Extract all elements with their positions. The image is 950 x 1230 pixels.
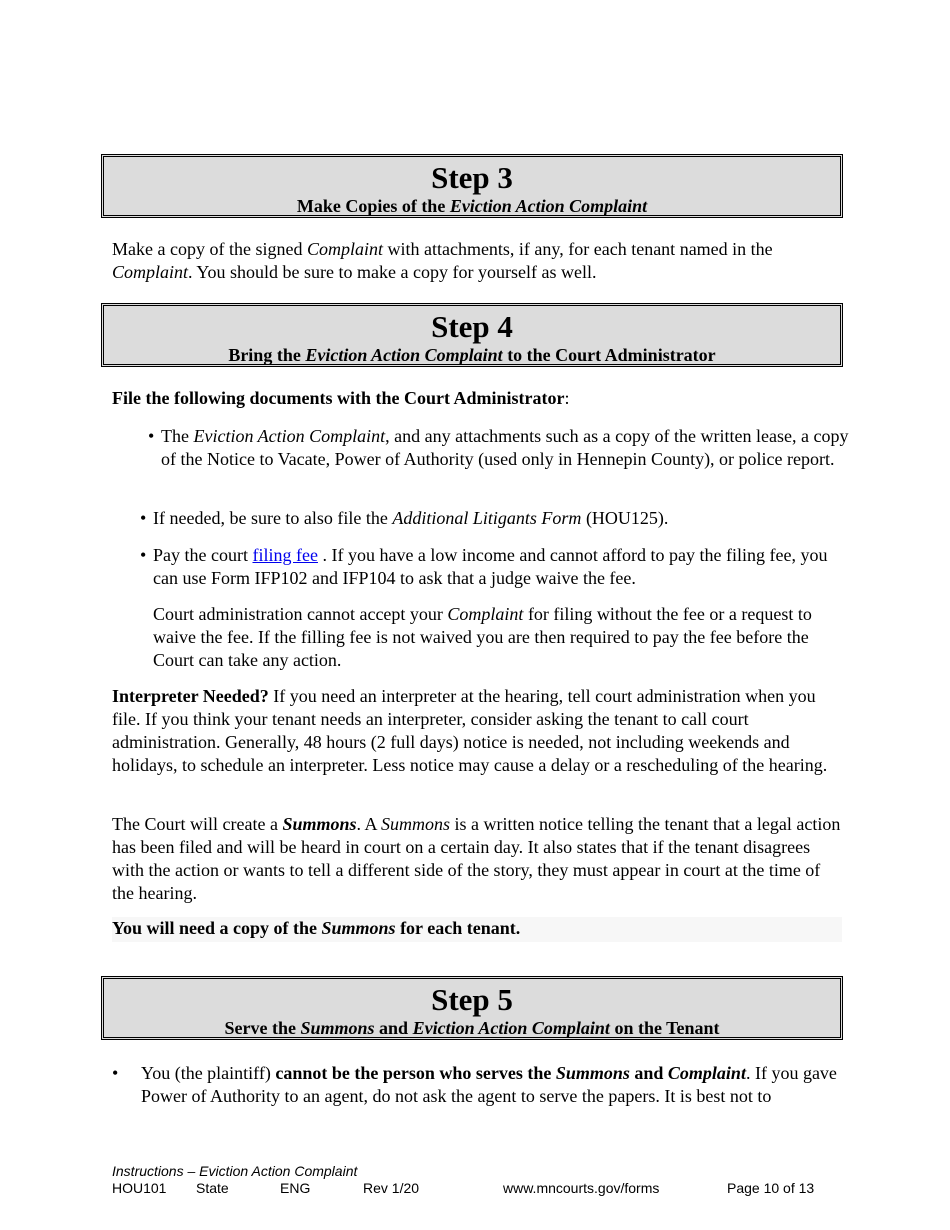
bullet-dot-icon: • — [148, 426, 155, 446]
footer-website: www.mncourts.gov/forms — [503, 1180, 660, 1196]
footer-language: ENG — [280, 1180, 311, 1196]
footer-revision: Rev 1/20 — [363, 1180, 420, 1196]
bullet-dot-icon: • — [112, 1063, 119, 1083]
step-4-subtitle: Bring the Eviction Action Complaint to the Court Administrator — [228, 345, 716, 365]
footer-jurisdiction: State — [196, 1180, 229, 1196]
footer-page-number: Page 10 of 13 — [727, 1180, 815, 1196]
bullet-dot-icon: • — [140, 545, 147, 565]
footer-form-code: HOU101 — [112, 1180, 167, 1196]
bullet-text: You (the plaintiff) cannot be the person who serves the Summons and Complaint. If you gave Power of Authority to an agent, do not ask the agent to serve the papers. It is best not to — [141, 1063, 837, 1106]
page-footer — [112, 1163, 842, 1199]
step-5-subtitle: Serve the Summons and Eviction Action Complaint on the Tenant — [224, 1018, 720, 1038]
step-4-title: Step 4 — [431, 309, 513, 344]
step-5-header — [101, 976, 843, 1040]
summons-paragraph: The Court will create a Summons. A Summons is a written notice telling the tenant that a legal action has been filed and will be heard in court on a certain day. It also states that if the tenant disagrees with the action or wants to tell a different side of the story, they must appear in court at the time of the hearing. — [112, 814, 841, 903]
step-3-title: Step 3 — [431, 160, 513, 195]
file-documents-heading: File the following documents with the Court Administrator: — [112, 388, 570, 408]
bullet-dot-icon: • — [140, 508, 147, 528]
interpreter-paragraph: Interpreter Needed? If you need an interpreter at the hearing, tell court administration when you file. If you think your tenant needs an interpreter, consider asking the tenant to call court administration. Generally, 48 hours (2 full days) notice is needed, not including weekends and holidays, to schedule an interpreter. Less notice may cause a delay or a rescheduling of the hearing. — [112, 686, 828, 775]
summons-copy-note: You will need a copy of the Summons for each tenant. — [112, 917, 842, 942]
step-4-header — [101, 303, 843, 367]
filing-fee-link[interactable]: filing fee — [252, 545, 318, 565]
court-administration-paragraph: Court administration cannot accept your Complaint for filing without the fee or a request to waive the fee. If the filling fee is not waived you are then required to pay the fee before the Court can take any action. — [153, 604, 812, 670]
step-3-paragraph: Make a copy of the signed Complaint with attachments, if any, for each tenant named in the Complaint. You should be sure to make a copy for yourself as well. — [112, 239, 773, 282]
bullet-additional-litigants: • If needed, be sure to also file the Additional Litigants Form (HOU125). — [140, 508, 669, 528]
bullet-plaintiff-cannot-serve — [112, 1062, 842, 1108]
step-3-subtitle: Make Copies of the Eviction Action Complaint — [296, 196, 648, 216]
step-5-title: Step 5 — [431, 982, 513, 1017]
bullet-filing-fee: • Pay the court filing fee . If you have a low income and cannot afford to pay the filing fee, you can use Form IFP102 and IFP104 to ask that a judge waive the fee. — [140, 545, 828, 588]
footer-doc-title: Instructions – Eviction Action Complaint — [112, 1163, 358, 1179]
step-3-header — [101, 154, 843, 218]
bullet-eviction-complaint: • The Eviction Action Complaint, and any attachments such as a copy of the written lease, a copy of the Notice to Vacate, Power of Authority (used only in Hennepin County), or police report. — [148, 426, 849, 469]
